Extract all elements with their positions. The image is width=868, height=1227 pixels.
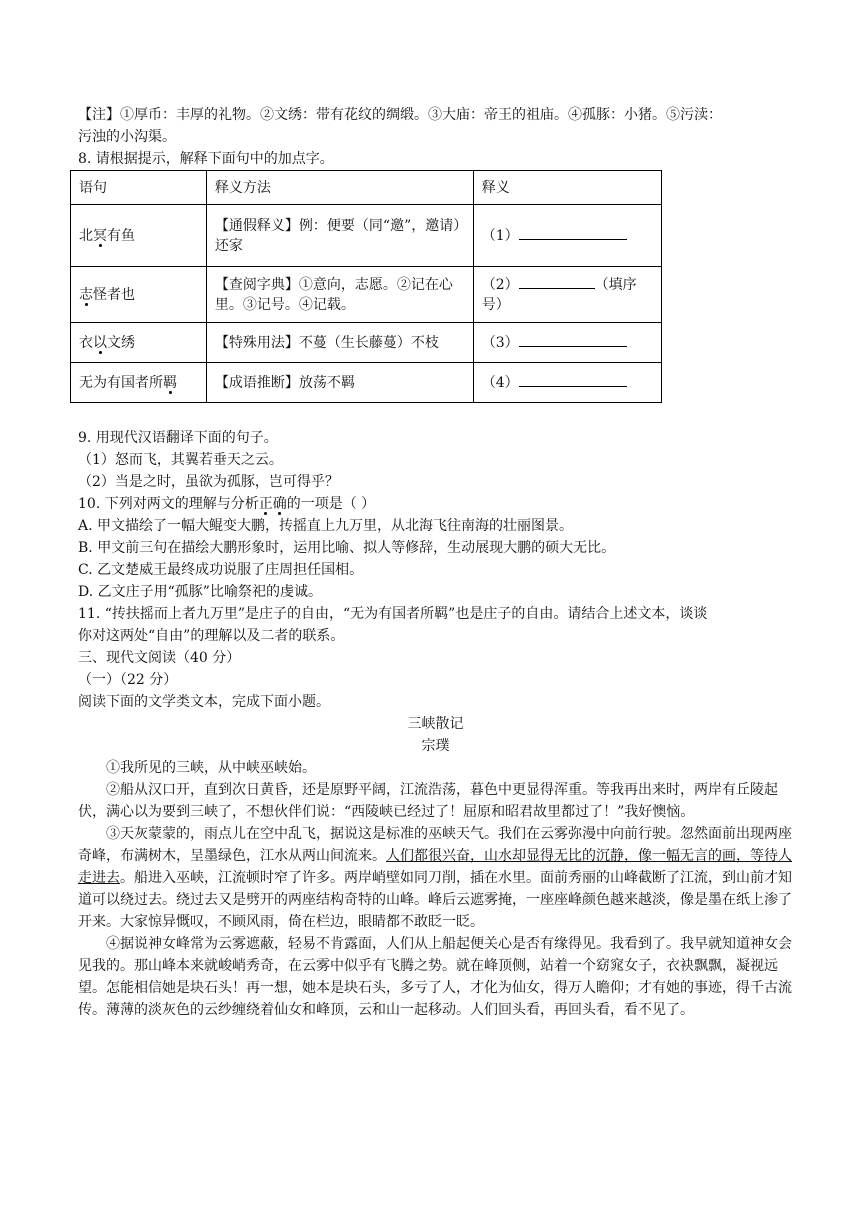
- article-paragraph-2: ②船从汉口开，直到次日黄昏，还是原野平阔，江流浩荡，暮色中更显得浑重。等我再出来时，两岸有丘陵起伏，满心以为要到三峡了，不想伙伴们说：“西陵峡已经过了！屈原和昭君故里都过了！”我好懊恼。: [78, 782, 778, 820]
- question-10-prompt: 10. 下列对两文的理解与分析正确的一项是（ ）: [78, 496, 376, 512]
- sentence-cell: 无为有国者所羁: [71, 363, 207, 403]
- table-header-row: [71, 171, 662, 205]
- dotted-char: 志: [79, 286, 93, 303]
- option-a[interactable]: A. 甲文描绘了一幅大鲲变大鹏，抟摇直上九万里，从北海飞往南海的壮丽图景。: [78, 518, 574, 534]
- answer-cell: （1）: [473, 205, 661, 267]
- table-row: [71, 267, 662, 323]
- method-cell: 【查阅字典】①意向，志愿。②记在心里。③记号。④记载。: [206, 267, 473, 323]
- question-9: [78, 427, 793, 493]
- answer-blank[interactable]: [519, 372, 627, 387]
- article-paragraph-3: ③天灰蒙蒙的，雨点儿在空中乱飞，据说这是标准的巫峡天气。我们在云雾弥漫中向前行驶。忽然面前出现两座奇峰，布满树木，呈墨绿色，江水从两山间流来。人们都很兴奋，山水却显得无比的沉静，像一幅无言的画，等待人走进去。船进入巫峡，江流顿时窄了许多。两岸峭壁如同刀削，插在水里。面前秀丽的山峰截断了江流，到山前才知道可以绕过去。绕过去又是劈开的两座结构奇特的山峰。峰后云遮雾掩，一座座峰颜色越来越淡，像是墨在纸上渗了开来。大家惊异慨叹，不顾风雨，倚在栏边，眼睛都不敢眨一眨。: [78, 826, 792, 930]
- answer-blank[interactable]: [519, 332, 627, 347]
- article-paragraph-4: ④据说神女峰常为云雾遮蔽，轻易不肯露面，人们从上船起便关心是否有缘得见。我看到了。我早就知道神女会见我的。那山峰本来就峻峭秀奇，在云雾中似乎有飞腾之势。就在峰顶侧，站着一个窈窕女子，衣袂飘飘，凝视远望。怎能相信她是块石头！再一想，她本是块石头，多亏了人，才化为仙女，得万人瞻仰；才有她的事迹，得千古流传。薄薄的淡灰色的云纱缠绕着仙女和峰顶，云和山一起移动。人们回头看，再回头看，看不见了。: [78, 936, 792, 1018]
- table-header-cell: 语句: [71, 171, 207, 205]
- dotted-char: 羁: [163, 374, 177, 391]
- question-11-line1: 11. “抟扶摇而上者九万里”是庄子的自由，“无为有国者所羁”也是庄子的自由。请结合上述文本，谈谈: [78, 606, 708, 622]
- sentence-cell: 志怪者也: [71, 267, 207, 323]
- document-page: [78, 104, 793, 1021]
- option-c[interactable]: C. 乙文楚威王最终成功说服了庄周担任国相。: [78, 562, 364, 578]
- method-cell: 【成语推断】放荡不羁: [206, 363, 473, 403]
- question-8-prompt: 8. 请根据提示，解释下面句中的加点字。: [78, 151, 334, 167]
- option-b[interactable]: B. 甲文前三句在描绘大鹏形象时，运用比喻、拟人等修辞，生动展现大鹏的硕大无比。: [78, 540, 616, 556]
- sentence-cell: 衣以文绣: [71, 323, 207, 363]
- emphasis-dotted: 正确: [258, 496, 287, 512]
- article-title: 三峡散记: [407, 716, 464, 732]
- dotted-char: 冥: [93, 227, 107, 244]
- article-author: 宗璞: [421, 738, 450, 754]
- method-cell: 【特殊用法】不蔓（生长藤蔓）不枝: [206, 323, 473, 363]
- question-11-line2: 你对这两处“自由”的理解以及二者的联系。: [78, 628, 345, 644]
- question-10: [78, 493, 793, 603]
- answer-blank[interactable]: [519, 274, 595, 289]
- question-11: [78, 603, 793, 647]
- underlined-sentence: 人们都很兴奋，山水却显得无比的沉静，像一幅无言的画，等待人走进去: [78, 848, 792, 886]
- dotted-char: 以: [93, 334, 107, 351]
- question-9-sentence-2: （2）当是之时，虽欲为孤豚，岂可得乎？: [78, 474, 339, 490]
- table-row: [71, 363, 662, 403]
- table-header-cell: 释义: [473, 171, 661, 205]
- question-9-sentence-1: （1）怒而飞，其翼若垂天之云。: [78, 452, 283, 468]
- answer-blank[interactable]: [519, 225, 627, 240]
- annotation-note-line2: 污浊的小沟渠。: [78, 129, 176, 145]
- answer-cell: （4）: [473, 363, 661, 403]
- table-header-cell: 释义方法: [206, 171, 473, 205]
- annotation-note-line1: 【注】①厚币：丰厚的礼物。②文绣：带有花纹的绸缎。③大庙：帝王的祖庙。④孤豚：小猪。⑤污渎：: [78, 107, 722, 123]
- article-paragraph-1: ①我所见的三峡，从中峡巫峡始。: [106, 760, 316, 776]
- question-9-prompt: 9. 用现代汉语翻译下面的句子。: [78, 430, 278, 446]
- answer-cell: （3）: [473, 323, 661, 363]
- sentence-cell: 北冥有鱼: [71, 205, 207, 267]
- section-subtitle: （一）（22 分）: [78, 672, 178, 688]
- option-d[interactable]: D. 乙文庄子用“孤豚”比喻祭祀的虔诚。: [78, 584, 322, 600]
- table-row: [71, 323, 662, 363]
- method-cell: 【通假释义】例：便要（同“邀”，邀请）还家: [206, 205, 473, 267]
- section-title: 三、现代文阅读（40 分）: [78, 650, 241, 666]
- table-row: [71, 205, 662, 267]
- answer-cell: （2） （填序号）: [473, 267, 661, 323]
- definition-table: [70, 170, 662, 403]
- section-instructions: 阅读下面的文学类文本，完成下面小题。: [78, 694, 330, 710]
